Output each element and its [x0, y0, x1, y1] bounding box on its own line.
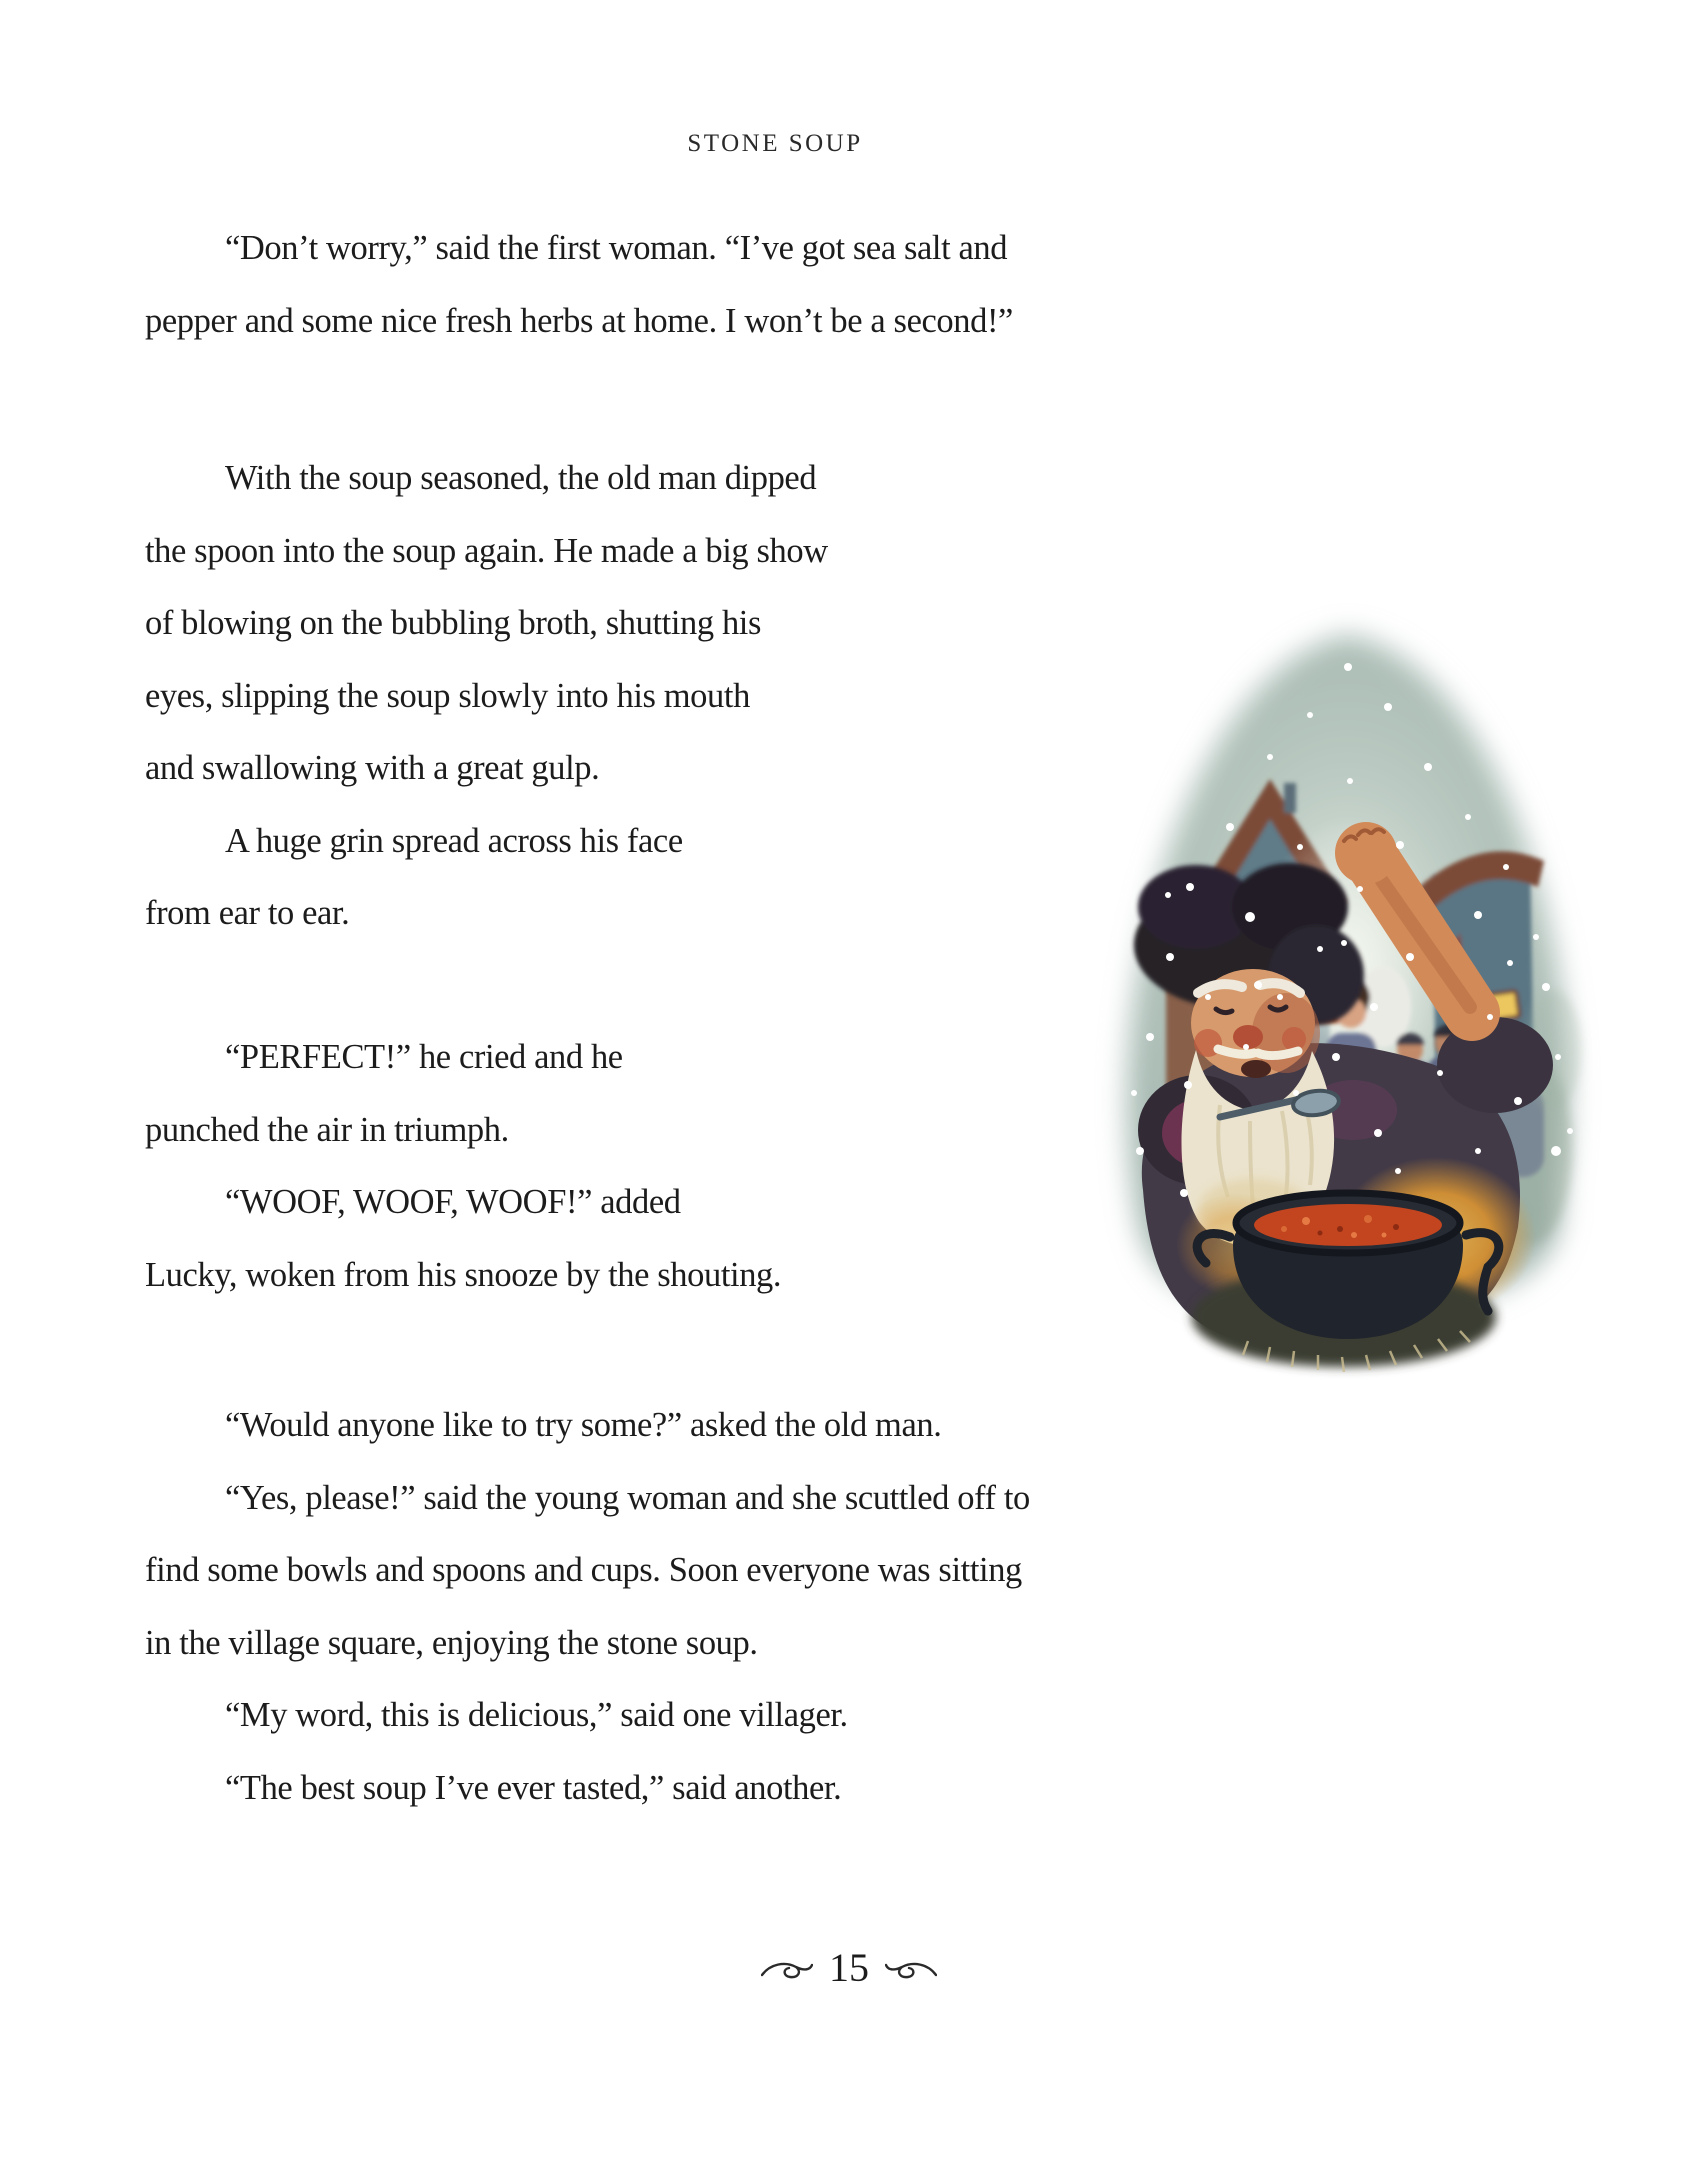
paragraph [145, 212, 1013, 357]
story-line: eyes, slipping the soup slowly into his mouth [145, 676, 750, 715]
chimney [1284, 783, 1296, 813]
running-head: STONE SOUP [687, 130, 863, 157]
paragraph [145, 1389, 1030, 1824]
story-line: “Don’t worry,” said the first woman. “I’ve got sea salt and [225, 229, 1008, 267]
story-line: “Would anyone like to try some?” asked the old man. [225, 1406, 942, 1444]
flourish-right-icon [885, 1959, 937, 1981]
story-line: Lucky, woken from his snooze by the shouting. [145, 1255, 782, 1294]
story-line: “PERFECT!” he cried and he [225, 1038, 623, 1076]
paragraph [145, 442, 828, 950]
story-line: pepper and some nice fresh herbs at home. I won’t be a second!” [145, 301, 1013, 340]
paragraph [145, 1021, 781, 1311]
mustache [1218, 1049, 1298, 1056]
soup [1254, 1204, 1442, 1246]
mouth [1241, 1060, 1271, 1078]
story-line: “Yes, please!” said the young woman and she scuttled off to [225, 1478, 1030, 1517]
story-line: the spoon into the soup again. He made a big show [145, 531, 828, 570]
page-number: 15 [829, 1945, 869, 1990]
story-line: in the village square, enjoying the stone soup. [145, 1623, 758, 1662]
story-line: “WOOF, WOOF, WOOF!” added [225, 1183, 681, 1221]
page-footer [649, 1945, 1049, 1992]
flourish-left-icon [761, 1959, 813, 1981]
story-line: With the soup seasoned, the old man dipped [225, 459, 817, 497]
story-line: from ear to ear. [145, 894, 350, 932]
story-line: “The best soup I’ve ever tasted,” said another. [225, 1768, 842, 1807]
story-line: “My word, this is delicious,” said one villager. [225, 1696, 848, 1734]
story-line: and swallowing with a great gulp. [145, 749, 600, 787]
story-line: of blowing on the bubbling broth, shutting his [145, 604, 762, 642]
story-line: punched the air in triumph. [145, 1110, 509, 1149]
eye [1270, 1007, 1286, 1010]
stone-soup-illustration [1048, 545, 1648, 1405]
story-line: find some bowls and spoons and cups. Soon everyone was sitting [145, 1551, 1022, 1589]
story-line: A huge grin spread across his face [225, 821, 683, 860]
